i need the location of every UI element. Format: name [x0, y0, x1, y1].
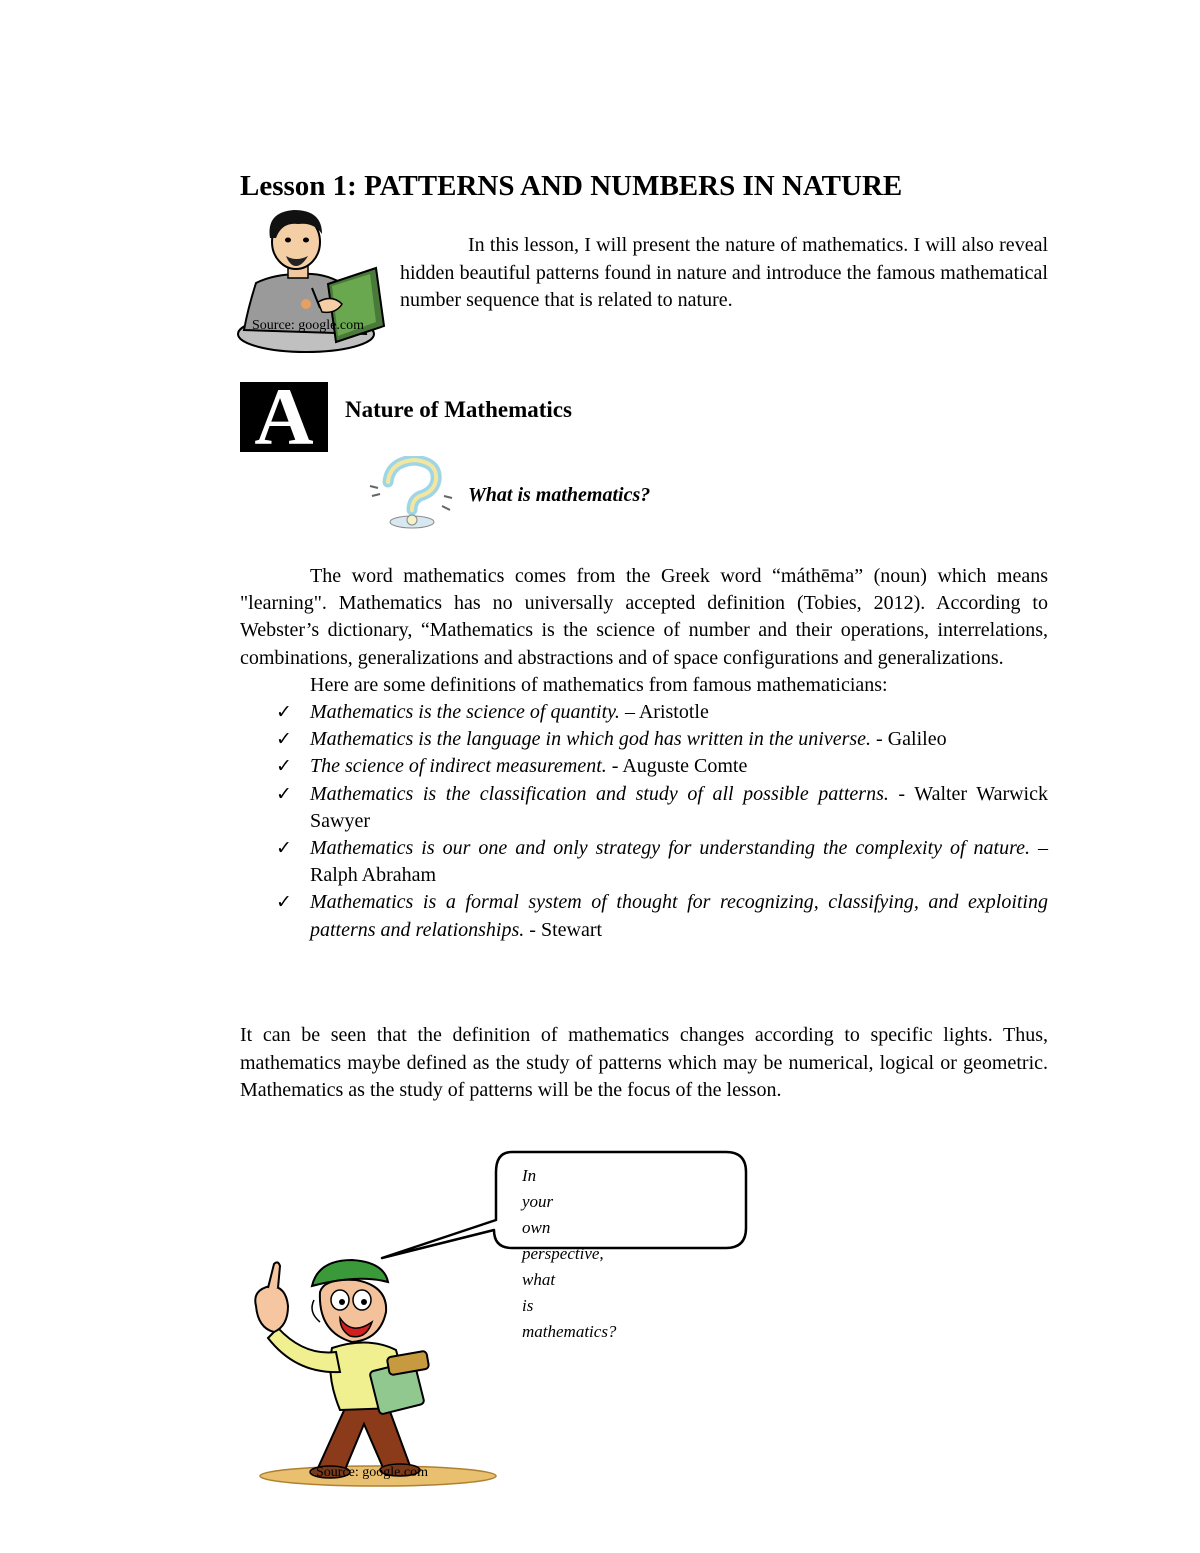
bubble-line-1	[522, 1163, 727, 1241]
bubble-question	[522, 1163, 727, 1345]
bubble-word: In	[522, 1166, 537, 1185]
list-item	[240, 889, 1048, 943]
definitions-intro: Here are some definitions of mathematics from famous mathematicians:	[310, 673, 888, 696]
question-heading: What is mathematics?	[468, 484, 651, 506]
definition-quote: Mathematics is the science of quantity.	[310, 701, 620, 724]
definition-quote: Mathematics is the language in which god has written in the universe.	[310, 728, 872, 751]
definition-author: – Aristotle	[619, 701, 709, 724]
checkmark-icon: ✓	[276, 728, 292, 751]
checkmark-icon: ✓	[276, 755, 292, 778]
section-letter: A	[254, 382, 314, 452]
etymology-paragraph: The word mathematics comes from the Greek word “máthēma” (noun) which means "learning". Mathematics has no universally accepted definition (Tobies, 2012). According to Webster’s dictionary, “Mathematics is the science of number and their operations, interrelations, combinations, generalizations and abstractions and of space configurations and generalizations.	[240, 565, 1048, 669]
definition-quote: Mathematics is a formal system of thought for recognizing, classifying, and exploiting patterns and relationships.	[310, 891, 1048, 941]
checkmark-icon: ✓	[276, 891, 292, 914]
definition-quote: Mathematics is our one and only strategy for understanding the complexity of nature.	[310, 837, 1031, 860]
bubble-word: is	[522, 1296, 534, 1315]
teacher-image-source: Source: google.com	[252, 318, 364, 333]
list-item	[240, 835, 1048, 889]
lesson-title: Lesson 1: PATTERNS AND NUMBERS IN NATURE	[240, 170, 903, 202]
checkmark-icon: ✓	[276, 782, 292, 805]
question-mark-icon	[366, 456, 458, 532]
list-item	[240, 699, 1048, 726]
definition-author: – Ralph Abraham	[310, 837, 1049, 887]
bubble-word: what	[522, 1270, 556, 1289]
main-body	[240, 563, 1048, 944]
definition-author: - Stewart	[524, 918, 603, 941]
bubble-line-2	[522, 1241, 727, 1319]
definition-quote: Mathematics is the classification and study of all possible patterns.	[310, 782, 889, 805]
definition-author: - Auguste Comte	[606, 755, 748, 778]
boy-image-source: Source: google.com	[316, 1465, 428, 1480]
bubble-line-3: mathematics?	[522, 1322, 617, 1341]
definition-author: - Galileo	[871, 728, 947, 751]
pointing-boy-illustration	[248, 1256, 510, 1488]
bubble-word: your	[522, 1192, 554, 1211]
list-item	[240, 753, 1048, 780]
list-item	[240, 781, 1048, 835]
definition-author: - Walter Warwick Sawyer	[310, 782, 1048, 832]
bubble-word: own	[522, 1218, 551, 1237]
checkmark-icon: ✓	[276, 837, 292, 860]
definition-quote: The science of indirect measurement.	[310, 755, 607, 778]
list-item	[240, 726, 1048, 753]
closing-paragraph: It can be seen that the definition of mathematics changes according to specific lights. Thus, mathematics maybe defined as the study of patterns which may be numerical, logical or geometric. Mathematics as the study of patterns will be the focus of the lesson.	[240, 1024, 1048, 1101]
bubble-word: perspective,	[522, 1244, 604, 1263]
section-letter-box	[240, 382, 328, 452]
intro-text: In this lesson, I will present the nature of mathematics. I will also reveal hidden beautiful patterns found in nature and introduce the famous mathematical number sequence that is related to nature.	[400, 234, 1048, 311]
checkmark-icon: ✓	[276, 701, 292, 724]
intro-paragraph	[400, 232, 1048, 315]
section-title: Nature of Mathematics	[345, 397, 572, 422]
definitions-list	[240, 699, 1048, 944]
